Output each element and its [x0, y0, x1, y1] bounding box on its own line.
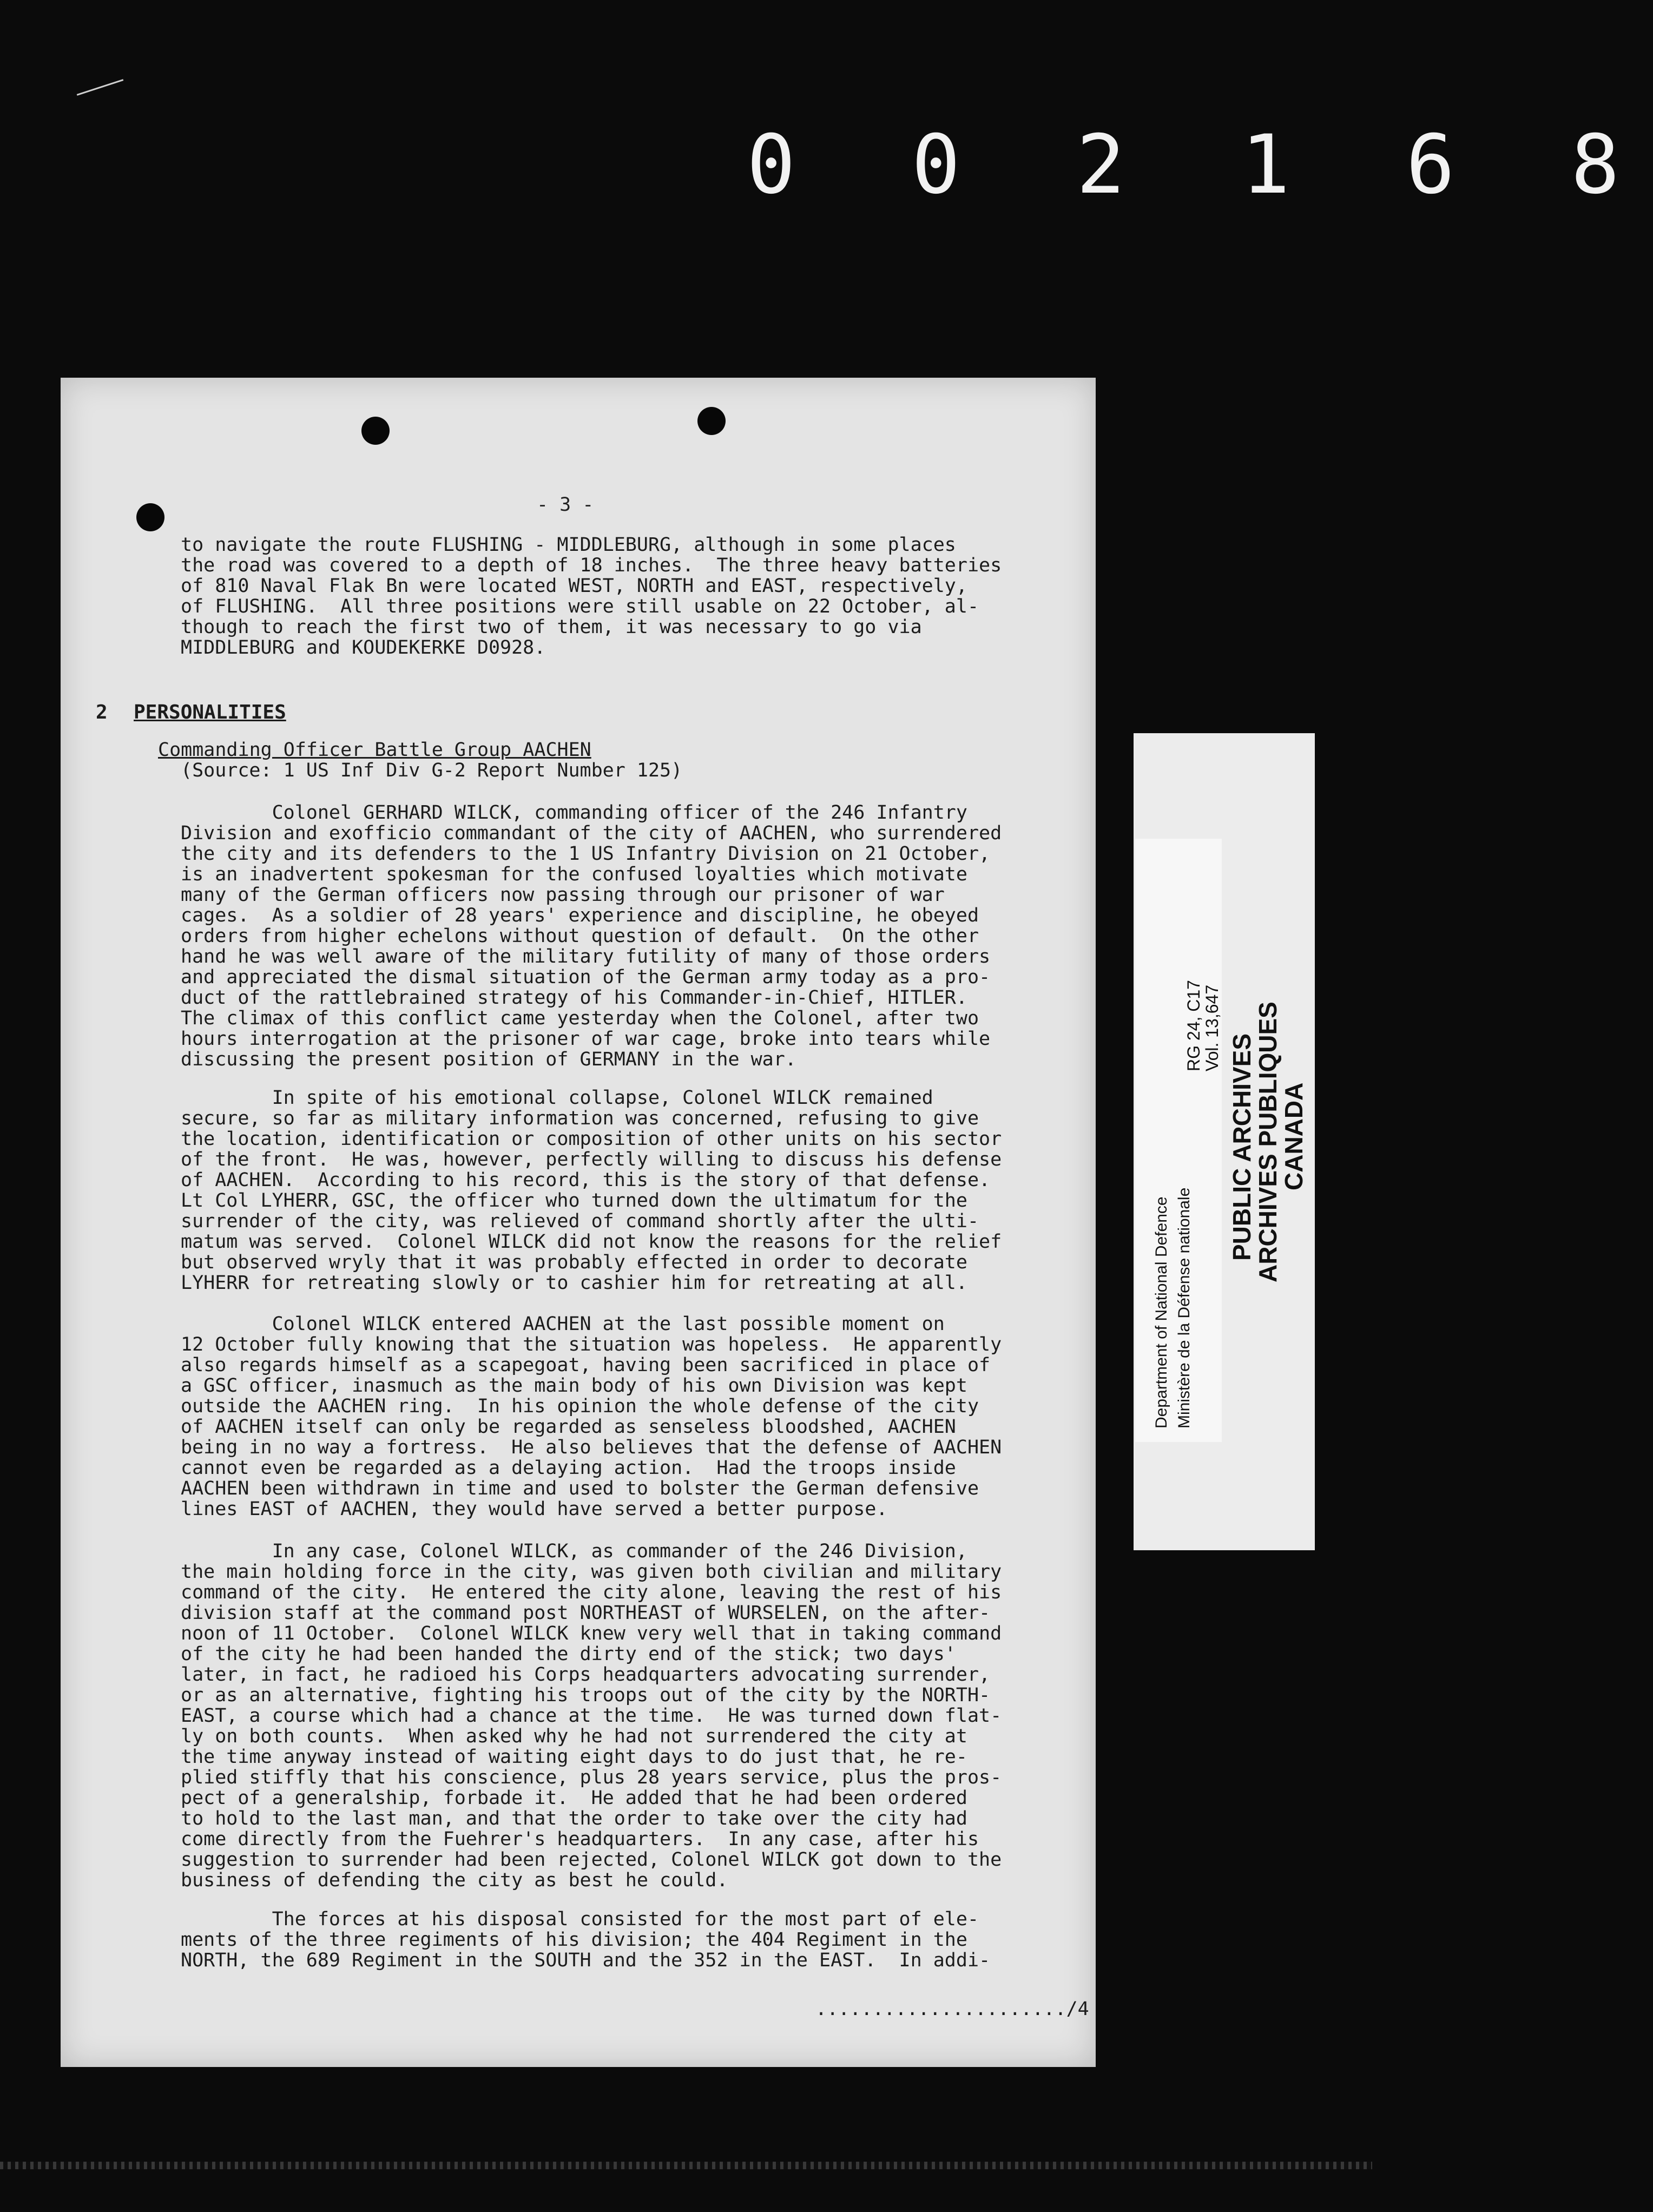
- text-line: to navigate the route FLUSHING - MIDDLEBURG, although in some places: [181, 534, 956, 556]
- film-edge: [0, 2162, 1372, 2169]
- film-scratch: [77, 79, 124, 96]
- document-page: [61, 378, 1096, 2067]
- text-line: MIDDLEBURG and KOUDEKERKE D0928.: [181, 637, 546, 659]
- text-line: matum was served. Colonel WILCK did not know the reasons for the relief: [181, 1231, 1002, 1253]
- text-line: the city and its defenders to the 1 US Infantry Division on 21 October,: [181, 843, 991, 865]
- page-number: - 3 -: [537, 494, 594, 516]
- subsection-title: Commanding Officer Battle Group AACHEN: [158, 739, 591, 761]
- text-line: division staff at the command post NORTHEAST of WURSELEN, on the after-: [181, 1602, 991, 1624]
- text-line: plied stiffly that his conscience, plus 28 years service, plus the pros-: [181, 1767, 1002, 1788]
- text-line: of AACHEN. According to his record, this is the story of that defense.: [181, 1169, 991, 1191]
- text-line: come directly from the Fuehrer's headquarters. In any case, after his: [181, 1828, 979, 1850]
- text-line: AACHEN been withdrawn in time and used to bolster the German defensive: [181, 1478, 979, 1499]
- text-line: being in no way a fortress. He also believes that the defense of AACHEN: [181, 1437, 1002, 1458]
- text-line: Colonel WILCK entered AACHEN at the last possible moment on: [181, 1313, 945, 1335]
- stamp-archives-fr: ARCHIVES PUBLIQUES: [1254, 1002, 1282, 1282]
- text-line: but observed wryly that it was probably effected in order to decorate: [181, 1252, 967, 1273]
- section-number: 2: [96, 701, 108, 723]
- text-line: NORTH, the 689 Regiment in the SOUTH and the 352 in the EAST. In addi-: [181, 1950, 991, 1971]
- text-line: LYHERR for retreating slowly or to cashier him for retreating at all.: [181, 1272, 967, 1294]
- text-line: of 810 Naval Flak Bn were located WEST, NORTH and EAST, respectively,: [181, 575, 967, 597]
- text-line: secure, so far as military information was concerned, refusing to give: [181, 1108, 979, 1129]
- text-line: the time anyway instead of waiting eight days to do just that, he re-: [181, 1746, 967, 1768]
- text-line: suggestion to surrender had been rejected, Colonel WILCK got down to the: [181, 1849, 1002, 1871]
- continuation-marker: ....................../4: [815, 1998, 1089, 2020]
- section-title: PERSONALITIES: [134, 701, 286, 723]
- paragraph-5: [181, 1908, 991, 2012]
- text-line: cannot even be regarded as a delaying action. Had the troops inside: [181, 1457, 956, 1479]
- text-line: outside the AACHEN ring. In his opinion the whole defense of the city: [181, 1395, 979, 1417]
- text-line: duct of the rattlebrained strategy of his Commander-in-Chief, HITLER.: [181, 987, 967, 1009]
- text-line: Colonel GERHARD WILCK, commanding officer of the 246 Infantry: [181, 802, 967, 824]
- text-line: the location, identification or composition of other units on his sector: [181, 1128, 1002, 1150]
- text-line: lines EAST of AACHEN, they would have served a better purpose.: [181, 1498, 888, 1520]
- source-line: (Source: 1 US Inf Div G-2 Report Number 125): [181, 760, 683, 781]
- text-line: ments of the three regiments of his division; the 404 Regiment in the: [181, 1929, 967, 1951]
- stamp-dept-en: Department of National Defence: [1153, 1196, 1170, 1428]
- text-line: discussing the present position of GERMANY in the war.: [181, 1049, 796, 1070]
- text-line: Division and exofficio commandant of the city of AACHEN, who surrendered: [181, 822, 1002, 844]
- text-line: the main holding force in the city, was given both civilian and military: [181, 1561, 1002, 1583]
- text-line: also regards himself as a scapegoat, having been sacrificed in place of: [181, 1354, 991, 1376]
- punch-hole: [697, 407, 726, 435]
- text-line: cages. As a soldier of 28 years' experience and discipline, he obeyed: [181, 905, 979, 926]
- stamp-archives-en: PUBLIC ARCHIVES: [1228, 1033, 1256, 1261]
- text-line: many of the German officers now passing through our prisoner of war: [181, 884, 945, 906]
- text-line: of FLUSHING. All three positions were still usable on 22 October, al-: [181, 596, 979, 617]
- microfilm-frame-number: 0 0 2 1 6 8: [747, 118, 1653, 212]
- stamp-dept-fr: Ministère de la Défense nationale: [1175, 1187, 1193, 1428]
- text-line: In any case, Colonel WILCK, as commander of the 246 Division,: [181, 1541, 967, 1562]
- text-line: of the city he had been handed the dirty end of the stick; two days': [181, 1643, 956, 1665]
- text-line: business of defending the city as best he could.: [181, 1869, 728, 1891]
- text-line: pect of a generalship, forbade it. He added that he had been ordered: [181, 1787, 967, 1809]
- text-line: noon of 11 October. Colonel WILCK knew very well that in taking command: [181, 1623, 1002, 1644]
- text-line: command of the city. He entered the city alone, leaving the rest of his: [181, 1582, 1002, 1603]
- text-line: 12 October fully knowing that the situation was hopeless. He apparently: [181, 1334, 1002, 1355]
- text-line: orders from higher echelons without question of default. On the other: [181, 925, 979, 947]
- text-line: ly on both counts. When asked why he had not surrendered the city at: [181, 1726, 967, 1747]
- text-line: In spite of his emotional collapse, Colonel WILCK remained: [181, 1087, 933, 1109]
- text-line: the road was covered to a depth of 18 inches. The three heavy batteries: [181, 555, 1002, 576]
- text-line: EAST, a course which had a chance at the time. He was turned down flat-: [181, 1705, 1002, 1727]
- text-line: and appreciated the dismal situation of the German army today as a pro-: [181, 966, 991, 988]
- text-line: of the front. He was, however, perfectly willing to discuss his defense: [181, 1149, 1002, 1170]
- text-line: later, in fact, he radioed his Corps headquarters advocating surrender,: [181, 1664, 991, 1686]
- text-line: to hold to the last man, and that the order to take over the city had: [181, 1808, 967, 1829]
- text-line: hand he was well aware of the military futility of many of those orders: [181, 946, 991, 967]
- stamp-rg: RG 24, C17: [1184, 980, 1203, 1071]
- text-line: though to reach the first two of them, it was necessary to go via: [181, 616, 922, 638]
- stamp-country: CANADA: [1280, 1082, 1308, 1190]
- punch-hole: [136, 503, 164, 531]
- text-line: hours interrogation at the prisoner of war cage, broke into tears while: [181, 1028, 991, 1050]
- text-line: The climax of this conflict came yesterday when the Colonel, after two: [181, 1008, 979, 1029]
- punch-hole: [361, 417, 390, 445]
- stamp-vol: Vol. 13,647: [1202, 984, 1222, 1071]
- text-line: The forces at his disposal consisted for the most part of ele-: [181, 1908, 979, 1930]
- text-line: Lt Col LYHERR, GSC, the officer who turned down the ultimatum for the: [181, 1190, 967, 1212]
- intro-paragraph: [181, 534, 1002, 699]
- text-line: of AACHEN itself can only be regarded as senseless bloodshed, AACHEN: [181, 1416, 956, 1438]
- text-line: surrender of the city, was relieved of command shortly after the ulti-: [181, 1210, 979, 1232]
- text-line: a GSC officer, inasmuch as the main body of his own Division was kept: [181, 1375, 967, 1397]
- text-line: is an inadvertent spokesman for the confused loyalties which motivate: [181, 864, 967, 885]
- text-line: or as an alternative, fighting his troops out of the city by the NORTH-: [181, 1684, 991, 1706]
